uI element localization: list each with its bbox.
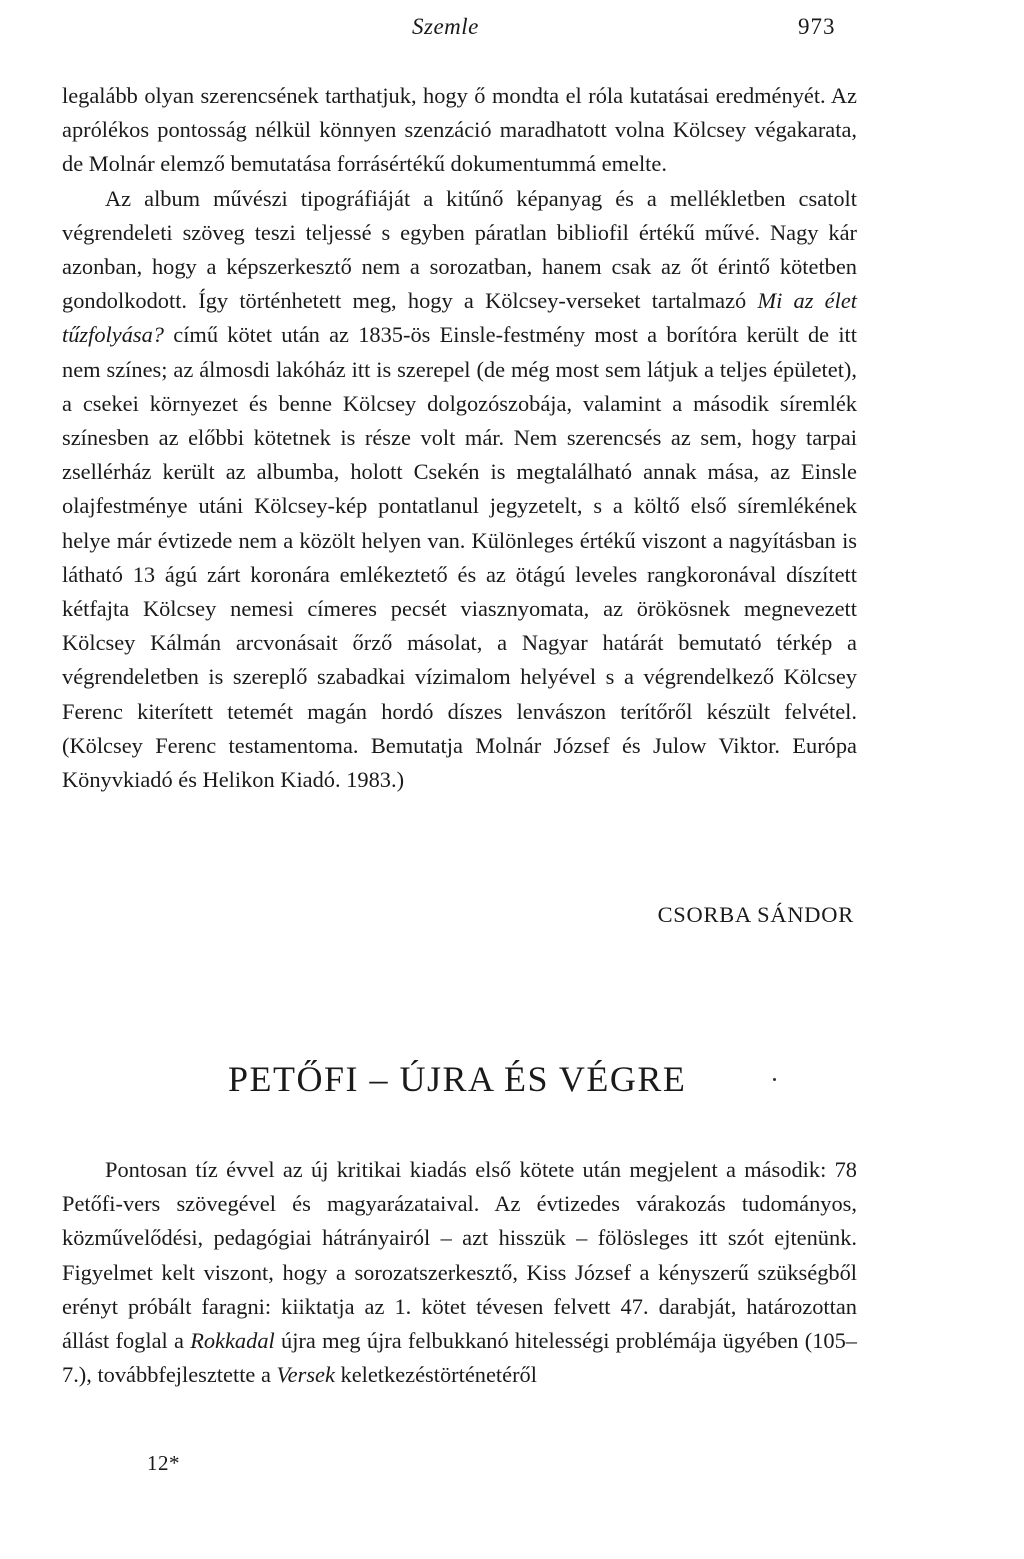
running-title: Szemle <box>412 14 479 39</box>
review-1-paragraph-1: legalább olyan szerencsének tarthatjuk, hogy ő mondta el róla kutatásai eredményét. Az aprólékos pontosság nélkül könnyen szenzáció maradhatott volna Kölcsey végakarata, de Molnár elemző bemutatása forrásértékű dokumentummá emelte. <box>62 83 857 177</box>
section-heading-text: PETŐFI – ÚJRA ÉS VÉGRE <box>228 1059 687 1099</box>
review-2-text-c: keletkezéstörténetéről <box>334 1362 537 1388</box>
poem-title-rokkadal: Rokkadal <box>190 1328 275 1354</box>
review-petofi <box>62 1153 857 1392</box>
review-2-text-b: újra meg újra felbukkanó hitelességi problémája ügyében (105–7.), továbbfejlesztette a <box>62 1328 857 1388</box>
book-title-versek: Versek <box>276 1362 335 1388</box>
paragraph-2-text-a: Az album művészi tipográfiáját a kitűnő képanyag és a mellékletben csatolt végrendeleti szöveg teszi teljessé s egyben páratlan bibliofil értékű művé. Nagy kár azonban, hogy a képszerkesztő nem a sorozatban, hanem csak az őt érintő kötetben gondolkodott. Így történhetett meg, hogy a Kölcsey-verseket tartalmazó <box>62 185 857 314</box>
paragraph-2-text-b: című kötet után az 1835-ös Einsle-festmény most a borítóra került de itt nem színes; az álmosdi lakóház itt is szerepel (de még most sem látjuk a teljes épületet), a csekei környezet és benne Kölcsey dolgozószobája, valamint a második síremlék színesben az előbbi kötetnek is része volt már. Nem szerencsés az sem, hogy tarpai zsellérház került az albumba, holott Csekén is megtalálható annak mása, az Einsle olajfestménye utáni Kölcsey-kép pontatlanul jegyzetelt, s a költő első síremlékének helye már évtizede nem a közölt helyen van. Különleges értékű viszont a nagyításban is látható 13 ágú zárt koronára emlékeztető és az ötágú leveles rangkoronával díszített kétfajta Kölcsey nemesi címeres pecsét viasznyomata, az örökösnek megnevezett Kölcsey Kálmán arcvonásait őrző másolat, a Nagyar határát bemutató térkép a végrendeletben is szereplő szabadkai vízimalom helyével s a végrendelkező Kölcsey Ferenc kiterített tetemét magán hordó díszes lenvászon terítőről készült felvétel. (Kölcsey Ferenc testamentoma. Bemutatja Molnár József és Julow Viktor. Európa Könyvkiadó és Helikon Kiadó. 1983.) <box>62 322 857 793</box>
page-number: 973 <box>798 14 836 39</box>
review-1-paragraph-2 <box>62 182 857 798</box>
author-signature: CSORBA SÁNDOR <box>657 902 854 927</box>
review-2-text-a: Pontosan tíz évvel az új kritikai kiadás első kötete után megjelent a második: 78 Petőfi-vers szövegével és magyarázataival. Az évtizedes várakozás tudományos, közművelődési, pedagógiai hátrányairól – azt hisszük – fölösleges itt szót ejtenünk. Figyelmet kelt viszont, hogy a sorozatszerkesztő, Kiss József a kényszerű szükségből erényt próbált faragni: kiiktatja az 1. kötet tévesen felvett 47. darabját, határozottan állást foglal a <box>62 1157 857 1354</box>
running-head <box>0 14 1024 50</box>
printer-signature-mark: 12* <box>147 1451 180 1475</box>
book-title-mi-az-elet: Mi az élet tűzfolyása? <box>62 288 857 348</box>
review-kolcsey-testamentoma <box>62 79 857 797</box>
review-2-paragraph-1 <box>62 1153 857 1392</box>
print-speck <box>773 1078 776 1081</box>
